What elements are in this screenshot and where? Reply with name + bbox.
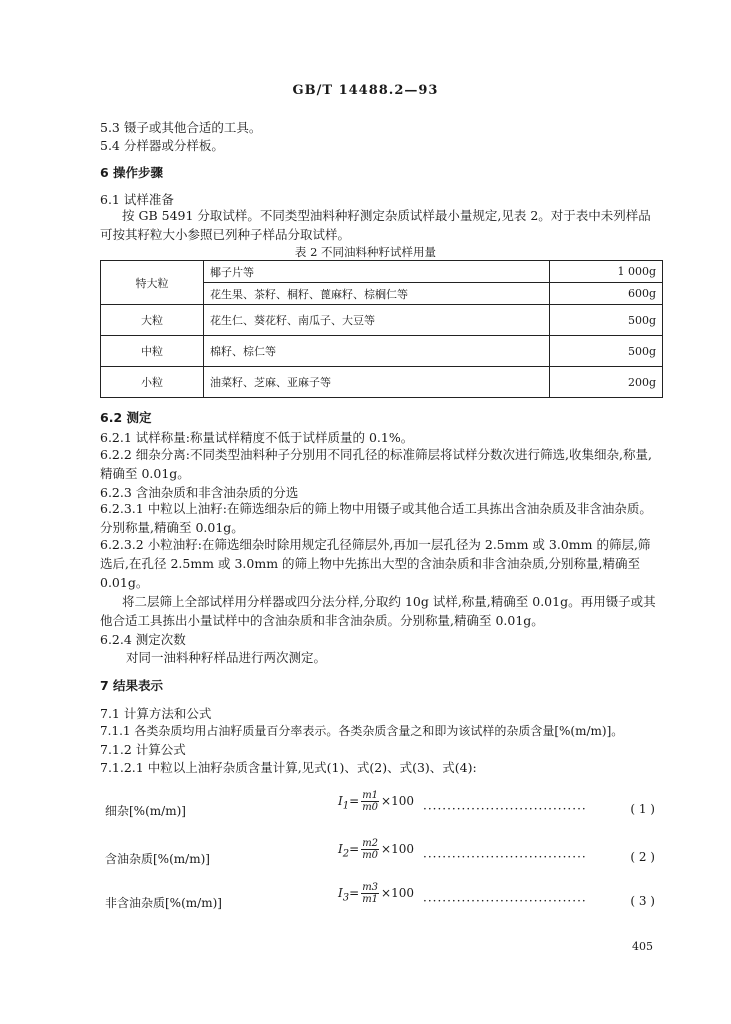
section-6-2-4-heading: 6.2.4 测定次数	[100, 632, 186, 647]
section-7-1-heading: 7.1 计算方法和公式	[100, 706, 212, 721]
table-cell-item: 花生仁、葵花籽、南瓜子、大豆等	[204, 305, 550, 336]
formula-name: 细杂[%(m/m)]	[105, 804, 186, 818]
formula-number: ( 2 )	[630, 850, 655, 864]
section-7-1-2-heading: 7.1.2 计算公式	[100, 742, 186, 757]
section-6-2-3-heading: 6.2.3 含油杂质和非含油杂质的分选	[100, 485, 299, 500]
paragraph-6-2-3-2-continued: 将二层筛上全部试样用分样器或四分法分样,分取约 10g 试样,称量,精确至 0.01g。再用镊子或其他合适工具拣出小量试样中的含油杂质和非含油杂质。分别称量,精确至 0.01g。	[100, 594, 656, 628]
section-6-1-heading: 6.1 试样准备	[100, 192, 174, 207]
table-cell-amount: 1 000g	[550, 261, 663, 283]
paragraph-6-2-3-1: 6.2.3.1 中粒以上油籽:在筛选细杂后的筛上物中用镊子或其他合适工具拣出含油杂质及非含油杂质。分别称量,精确至 0.01g。	[100, 501, 652, 535]
table-2-title: 表 2 不同油料种籽试样用量	[294, 245, 437, 259]
table-cell-amount: 500g	[550, 305, 663, 336]
table-row	[101, 367, 663, 398]
table-cell-category: 特大粒	[101, 261, 204, 305]
item-7-1-1: 7.1.1 各类杂质均用占油籽质量百分率表示。各类杂质含量之和即为该试样的杂质含量[%(m/m)]。	[100, 724, 624, 738]
table-cell-category: 大粒	[101, 305, 204, 336]
table-2	[100, 260, 663, 398]
table-cell-item: 椰子片等	[204, 261, 550, 283]
paragraph-6-2-3-2: 6.2.3.2 小粒油籽:在筛选细杂时除用规定孔径筛层外,再加一层孔径为 2.5mm 或 3.0mm 的筛层,筛选后,在孔径 2.5mm 或 3.0mm 的筛上物中先拣出大型的含油杂质和非含油杂质,分别称量,精确至 0.01g。	[100, 537, 651, 590]
table-row	[101, 336, 663, 367]
formula-name: 非含油杂质[%(m/m)]	[105, 896, 222, 910]
leader-dots: ··································	[423, 802, 587, 816]
formula-name: 含油杂质[%(m/m)]	[105, 852, 210, 866]
table-cell-amount: 600g	[550, 283, 663, 305]
section-7-heading: 7 结果表示	[100, 678, 164, 693]
section-6-heading: 6 操作步骤	[100, 165, 164, 180]
table-cell-category: 中粒	[101, 336, 204, 367]
table-cell-item: 棉籽、棕仁等	[204, 336, 550, 367]
document-header: GB/T 14488.2—93	[292, 83, 439, 98]
item-5-4: 5.4 分样器或分样板。	[100, 138, 224, 153]
paragraph-6-1: 按 GB 5491 分取试样。不同类型油料种籽测定杂质试样最小量规定,见表 2。对于表中未列样品可按其籽粒大小参照已列种子样品分取试样。	[100, 208, 651, 242]
table-row	[101, 261, 663, 283]
table-cell-amount: 500g	[550, 336, 663, 367]
formula-expression: $I_1=$ $\frac{m1}{m0}$ ×100	[338, 790, 415, 813]
paragraph-6-2-4: 对同一油料种籽样品进行两次测定。	[126, 650, 327, 665]
formula-1	[105, 790, 655, 830]
table-row	[101, 305, 663, 336]
paragraph-6-2-2: 6.2.2 细杂分离:不同类型油料种子分别用不同孔径的标准筛层将试样分数次进行筛选,收集细杂,称量,精确至 0.01g。	[100, 447, 652, 481]
formula-number: ( 3 )	[630, 894, 655, 908]
table-cell-item: 油菜籽、芝麻、亚麻子等	[204, 367, 550, 398]
item-5-3: 5.3 镊子或其他合适的工具。	[100, 120, 262, 135]
item-7-1-2-1: 7.1.2.1 中粒以上油籽杂质含量计算,见式(1)、式(2)、式(3)、式(4):	[100, 760, 477, 775]
formula-number: ( 1 )	[630, 802, 655, 816]
page-number: 405	[632, 940, 653, 953]
formula-2	[105, 838, 655, 878]
leader-dots: ··································	[423, 894, 587, 908]
item-6-2-1: 6.2.1 试样称量:称量试样精度不低于试样质量的 0.1%。	[100, 430, 414, 445]
formula-expression: $I_3=$ $\frac{m3}{m1}$ ×100	[338, 882, 415, 905]
section-6-2-heading: 6.2 测定	[100, 410, 152, 425]
leader-dots: ··································	[423, 850, 587, 864]
formula-expression: $I_2=$ $\frac{m2}{m0}$ ×100	[338, 838, 415, 861]
table-cell-amount: 200g	[550, 367, 663, 398]
table-cell-category: 小粒	[101, 367, 204, 398]
formula-3	[105, 882, 655, 922]
table-cell-item: 花生果、茶籽、桐籽、蓖麻籽、棕榈仁等	[204, 283, 550, 305]
